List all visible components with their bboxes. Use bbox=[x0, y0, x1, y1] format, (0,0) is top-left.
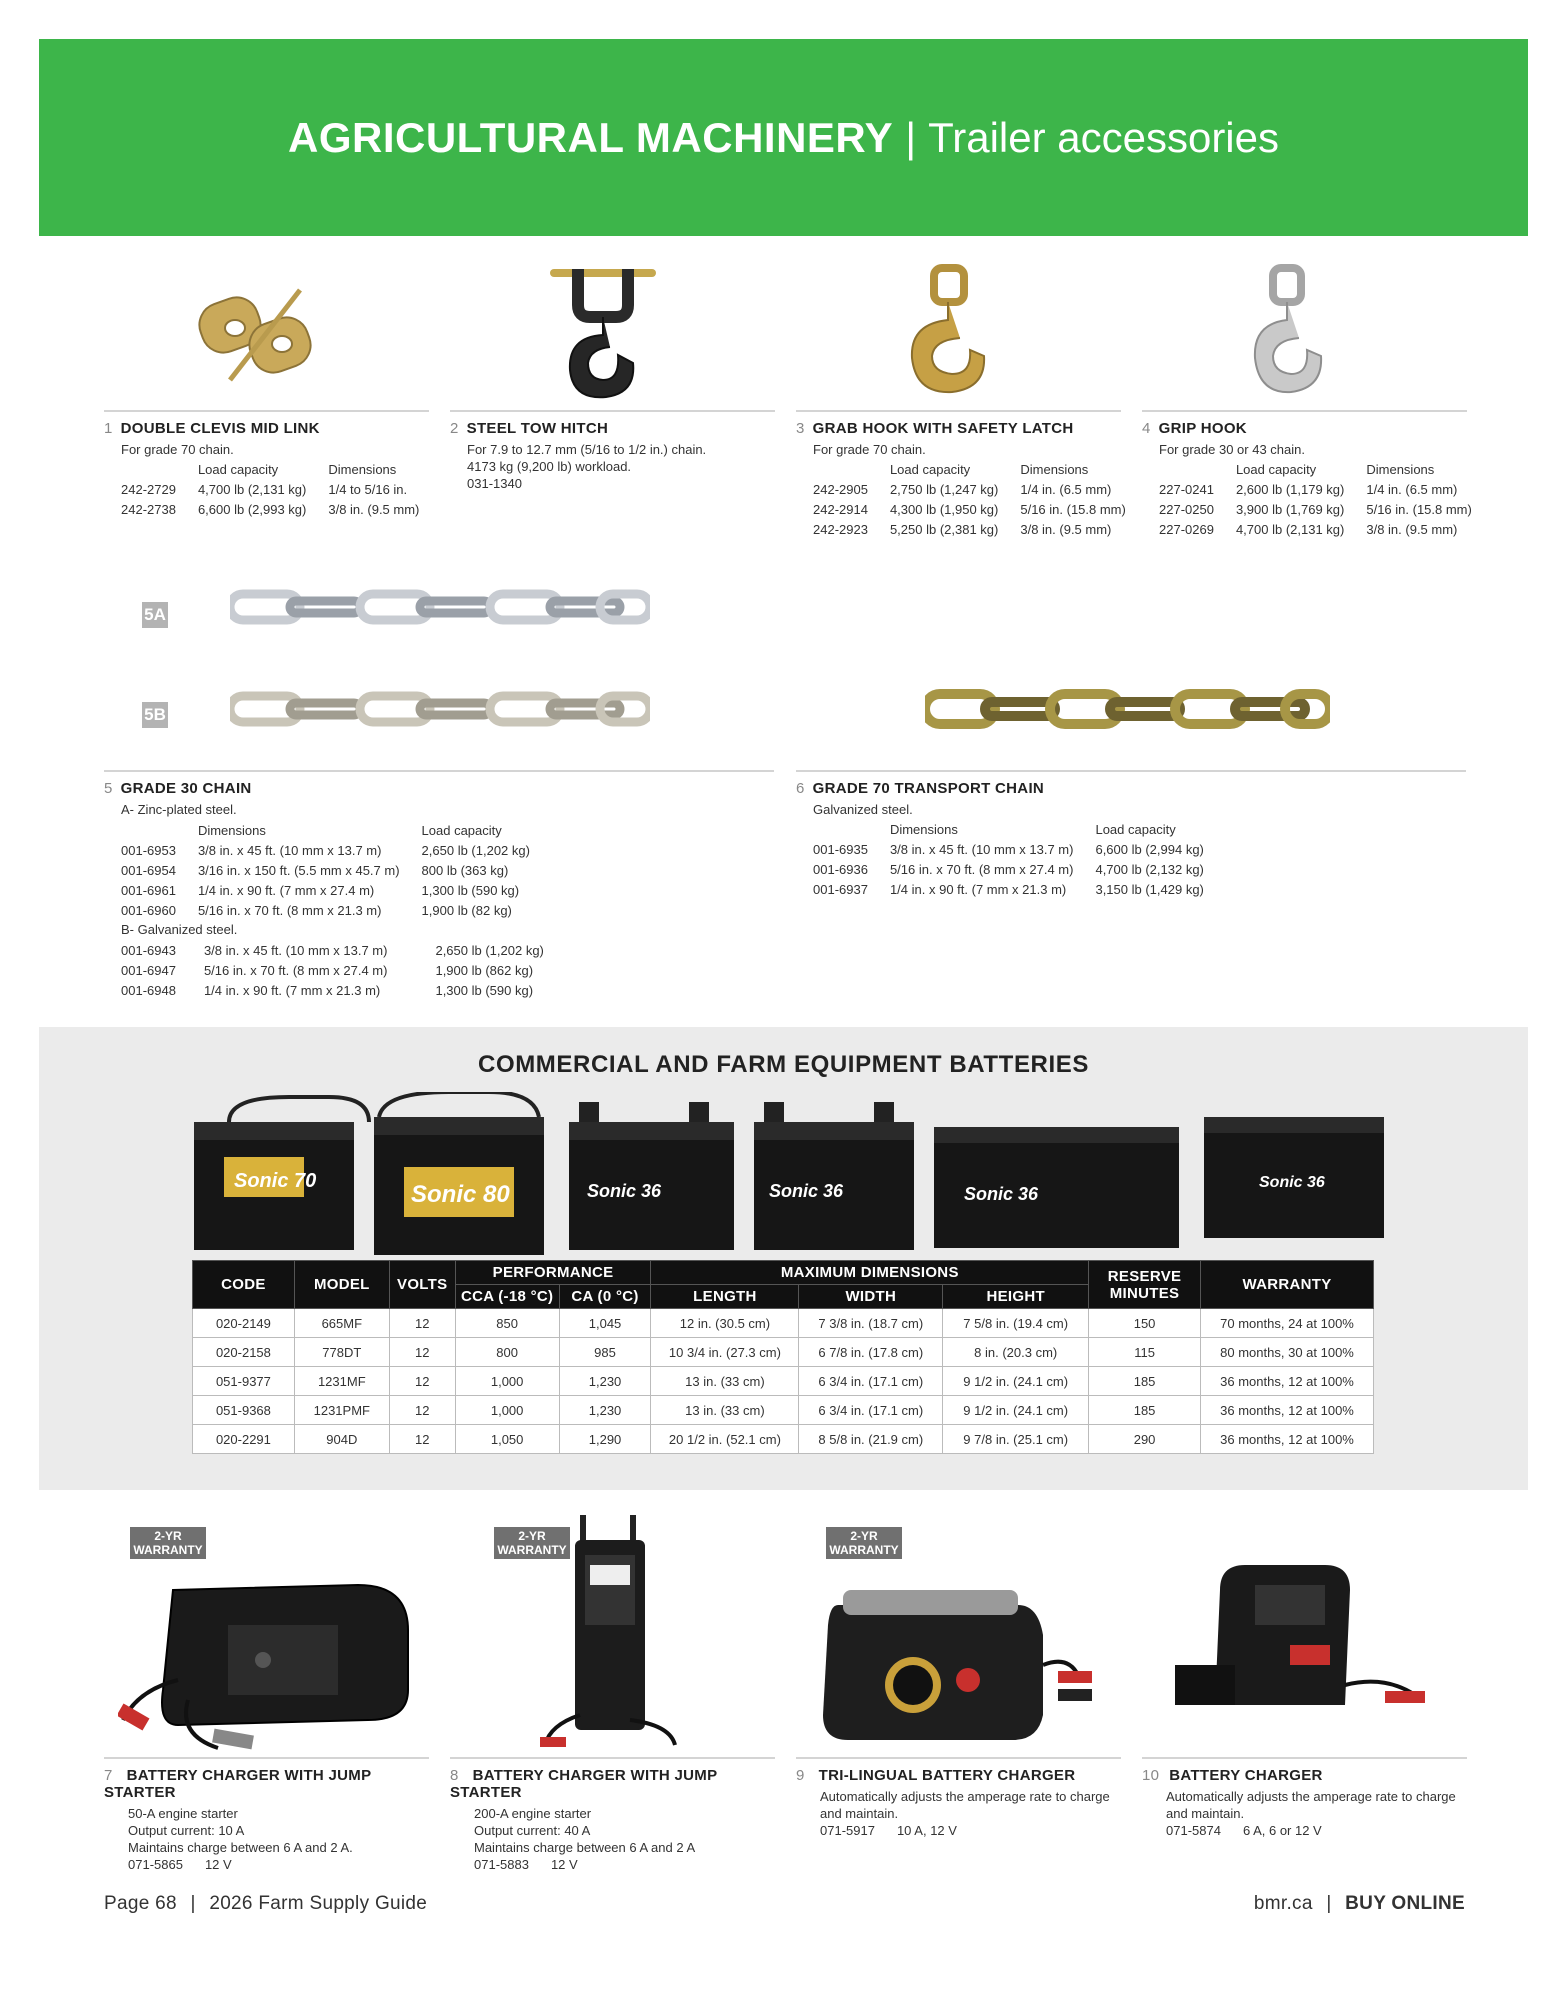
batteries-image-row bbox=[189, 1092, 1419, 1272]
table-row: 242-2923 5,250 lb (2,381 kg) 3/8 in. (9.5 mm) bbox=[813, 522, 1112, 537]
svg-text:Sonic 36: Sonic 36 bbox=[1259, 1174, 1325, 1191]
divider bbox=[796, 1757, 1121, 1759]
product-desc: Automatically adjusts the amperage rate to charge and maintain. 071-5917 10 A, 12 V bbox=[820, 1789, 1110, 1838]
warranty-badge: 2-YR WARRANTY bbox=[826, 1527, 902, 1559]
header-title-light: Trailer accessories bbox=[928, 113, 1279, 161]
grab-hook-image bbox=[900, 262, 1000, 402]
table-row: 020-2291 904D 12 1,050 1,290 20 1/2 in. (52.1 cm) 8 5/8 in. (21.9 cm) 9 7/8 in. (25.1 cm) 290 36 months, 12 at 100% bbox=[193, 1425, 1374, 1454]
header-title-bold: AGRICULTURAL MACHINERY bbox=[288, 113, 894, 161]
product-title: 4 GRIP HOOK bbox=[1142, 420, 1247, 437]
table-row: 001-6948 1/4 in. x 90 ft. (7 mm x 21.3 m) 1,300 lb (590 kg) bbox=[121, 983, 534, 998]
table-row: 001-6960 5/16 in. x 70 ft. (8 mm x 21.3 m) 1,900 lb (82 kg) bbox=[121, 903, 512, 918]
divider bbox=[1142, 1757, 1467, 1759]
product-number: 10 bbox=[1142, 1767, 1160, 1784]
charger-8-image bbox=[540, 1515, 680, 1755]
product-grab-hook bbox=[796, 410, 1126, 540]
svg-text:Sonic 70: Sonic 70 bbox=[234, 1170, 317, 1192]
batteries-panel bbox=[39, 1027, 1528, 1490]
page-number: Page 68 bbox=[104, 1893, 177, 1914]
product-charger-10 bbox=[1142, 1757, 1467, 1839]
col-max-dimensions: MAXIMUM DIMENSIONS bbox=[651, 1261, 1089, 1285]
product-title: 9 TRI-LINGUAL BATTERY CHARGER bbox=[796, 1767, 1076, 1784]
product-grip-hook bbox=[1142, 410, 1472, 540]
product-desc: For grade 70 chain. bbox=[813, 442, 926, 457]
charger-10-image bbox=[1165, 1555, 1435, 1740]
product-charger-8 bbox=[450, 1757, 775, 1873]
product-title: 10 BATTERY CHARGER bbox=[1142, 1767, 1323, 1784]
table-row: 001-6943 3/8 in. x 45 ft. (10 mm x 13.7 m) 2,650 lb (1,202 kg) bbox=[121, 943, 544, 958]
table-row: 227-0269 4,700 lb (2,131 kg) 3/8 in. (9.5 mm) bbox=[1159, 522, 1458, 537]
battery-sonic-36-image bbox=[754, 1102, 914, 1250]
col-warranty: WARRANTY bbox=[1201, 1261, 1374, 1309]
chain-tag-5b: 5B bbox=[142, 702, 168, 728]
svg-text:Sonic 80: Sonic 80 bbox=[411, 1181, 510, 1208]
spec-table bbox=[121, 941, 566, 1001]
table-row: 051-9377 1231MF 12 1,000 1,230 13 in. (33 cm) 6 3/4 in. (17.1 cm) 9 1/2 in. (24.1 cm) 185 36 months, 12 at 100% bbox=[193, 1367, 1374, 1396]
product-charger-9 bbox=[796, 1757, 1121, 1839]
table-row: 227-0250 3,900 lb (1,769 kg) 5/16 in. (15.8 mm) bbox=[1159, 502, 1472, 517]
col-model: MODEL bbox=[294, 1261, 389, 1309]
divider bbox=[450, 410, 775, 412]
product-title: 6 GRADE 70 TRANSPORT CHAIN bbox=[796, 780, 1045, 797]
product-number: 6 bbox=[796, 780, 805, 797]
product-desc: Automatically adjusts the amperage rate to charge and maintain. 071-5874 6 A, 6 or 12 V bbox=[1166, 1789, 1456, 1838]
col-ca: CA (0 °C) bbox=[559, 1285, 651, 1309]
product-number: 3 bbox=[796, 420, 805, 437]
warranty-badge: 2-YR WARRANTY bbox=[494, 1527, 570, 1559]
table-row: 001-6936 5/16 in. x 70 ft. (8 mm x 27.4 m) 4,700 lb (2,132 kg) bbox=[813, 862, 1204, 877]
divider bbox=[796, 410, 1121, 412]
divider bbox=[104, 770, 774, 772]
table-row: 001-6937 1/4 in. x 90 ft. (7 mm x 21.3 m) 3,150 lb (1,429 kg) bbox=[813, 882, 1204, 897]
col-height: HEIGHT bbox=[943, 1285, 1089, 1309]
battery-sonic-70-image bbox=[194, 1097, 369, 1250]
product-code: 071-5883 bbox=[474, 1857, 529, 1872]
spec-table: Dimensions Load capacity 001-6953 3/8 in. x 45 ft. (10 mm x 13.7 m) 2,650 lb (1,202 kg) 001-6954 3/16 in. x 150 ft. (5.5 mm x 45.7 m) 800 lb (363 kg) 001-6961 1/4 in. x 90 ft. (7 mm x 27.4 m) 1,300 lb (590 kg) 001-6960 5/16 in. x 70 ft. (8 mm x 21.3 m) 1,900 lb (82 kg) bbox=[121, 821, 552, 921]
battery-sonic-36-image bbox=[934, 1127, 1179, 1248]
product-steel-tow-hitch bbox=[450, 410, 775, 492]
product-number: 4 bbox=[1142, 420, 1151, 437]
product-desc: 200-A engine starter Output current: 40 A Maintains charge between 6 A and 2 A 071-5883 12 V bbox=[474, 1806, 696, 1872]
table-row: 001-6947 5/16 in. x 70 ft. (8 mm x 27.4 m) 1,900 lb (862 kg) bbox=[121, 963, 534, 978]
product-desc: For 7.9 to 12.7 mm (5/16 to 1/2 in.) chain. 4173 kg (9,200 lb) workload. 031-1340 bbox=[450, 441, 775, 492]
divider bbox=[450, 1757, 775, 1759]
table-row: 242-2914 4,300 lb (1,950 kg) 5/16 in. (15.8 mm) bbox=[813, 502, 1126, 517]
product-title: 2 STEEL TOW HITCH bbox=[450, 420, 609, 437]
product-subhead-a: A- Zinc-plated steel. bbox=[121, 802, 237, 817]
col-performance: PERFORMANCE bbox=[455, 1261, 651, 1285]
charger-7-image bbox=[118, 1570, 418, 1750]
product-subhead-b: B- Galvanized steel. bbox=[121, 922, 238, 937]
zinc-chain-image bbox=[230, 584, 650, 630]
table-row: 051-9368 1231PMF 12 1,000 1,230 13 in. (33 cm) 6 3/4 in. (17.1 cm) 9 1/2 in. (24.1 cm) 185 36 months, 12 at 100% bbox=[193, 1396, 1374, 1425]
batteries-title: COMMERCIAL AND FARM EQUIPMENT BATTERIES bbox=[478, 1051, 1089, 1078]
charger-9-image bbox=[818, 1575, 1098, 1745]
product-code: 071-5865 bbox=[128, 1857, 183, 1872]
table-row: 242-2729 4,700 lb (2,131 kg) 1/4 to 5/16 in. bbox=[121, 482, 408, 497]
product-desc: For grade 70 chain. bbox=[121, 442, 234, 457]
table-row: 001-6935 3/8 in. x 45 ft. (10 mm x 13.7 m) 6,600 lb (2,994 kg) bbox=[813, 842, 1204, 857]
spec-table: Load capacity Dimensions 242-2729 4,700 lb (2,131 kg) 1/4 to 5/16 in. 242-2738 6,600 lb (2,993 kg) 3/8 in. (9.5 mm) bbox=[121, 460, 441, 520]
col-volts: VOLTS bbox=[389, 1261, 455, 1309]
col-width: WIDTH bbox=[799, 1285, 943, 1309]
guide-title: 2026 Farm Supply Guide bbox=[209, 1893, 428, 1914]
transport-chain-image bbox=[925, 682, 1330, 736]
table-row: 242-2905 2,750 lb (1,247 kg) 1/4 in. (6.5 mm) bbox=[813, 482, 1112, 497]
divider bbox=[1142, 410, 1467, 412]
product-number: 9 bbox=[796, 1767, 805, 1784]
steel-tow-hitch-image bbox=[548, 245, 658, 405]
chain-tag-5a: 5A bbox=[142, 602, 168, 628]
product-code: 071-5874 bbox=[1166, 1823, 1221, 1838]
site-link[interactable]: bmr.ca bbox=[1253, 1893, 1313, 1914]
warranty-badge: 2-YR WARRANTY bbox=[130, 1527, 206, 1559]
buy-online-link[interactable]: BUY ONLINE bbox=[1345, 1893, 1465, 1914]
footer-left: Page 68 | 2026 Farm Supply Guide bbox=[104, 1893, 428, 1914]
product-number: 8 bbox=[450, 1767, 459, 1784]
double-clevis-mid-link-image bbox=[190, 270, 330, 400]
table-row: 001-6961 1/4 in. x 90 ft. (7 mm x 27.4 m) 1,300 lb (590 kg) bbox=[121, 883, 520, 898]
product-number: 2 bbox=[450, 420, 459, 437]
product-number: 1 bbox=[104, 420, 113, 437]
product-title: 5 GRADE 30 CHAIN bbox=[104, 780, 252, 797]
footer-right: bmr.ca | BUY ONLINE bbox=[1253, 1893, 1465, 1914]
divider bbox=[104, 1757, 429, 1759]
svg-text:Sonic 36: Sonic 36 bbox=[769, 1181, 844, 1201]
product-code: 071-5917 bbox=[820, 1823, 875, 1838]
table-row: 001-6954 3/16 in. x 150 ft. (5.5 mm x 45.7 m) 800 lb (363 kg) bbox=[121, 863, 509, 878]
col-reserve: RESERVE MINUTES bbox=[1089, 1261, 1201, 1309]
product-number: 7 bbox=[104, 1767, 113, 1784]
grip-hook-image bbox=[1245, 262, 1335, 402]
table-row: 242-2738 6,600 lb (2,993 kg) 3/8 in. (9.5 mm) bbox=[121, 502, 420, 517]
divider bbox=[796, 770, 1466, 772]
product-desc: Galvanized steel. bbox=[813, 802, 913, 817]
product-code: 031-1340 bbox=[467, 476, 522, 491]
galvanized-chain-image bbox=[230, 686, 650, 732]
table-row: 227-0241 2,600 lb (1,179 kg) 1/4 in. (6.5 mm) bbox=[1159, 482, 1458, 497]
table-row: 001-6953 3/8 in. x 45 ft. (10 mm x 13.7 m) 2,650 lb (1,202 kg) bbox=[121, 843, 530, 858]
product-number: 5 bbox=[104, 780, 113, 797]
spec-table: Load capacity Dimensions 227-0241 2,600 lb (1,179 kg) 1/4 in. (6.5 mm) 227-0250 3,900 lb (1,769 kg) 5/16 in. (15.8 mm) 227-0269 4,700 lb (2,131 kg) 3/8 in. (9.5 mm) bbox=[1159, 460, 1494, 540]
table-row: 020-2158 778DT 12 800 985 10 3/4 in. (27.3 cm) 6 7/8 in. (17.8 cm) 8 in. (20.3 cm) 115 80 months, 30 at 100% bbox=[193, 1338, 1374, 1367]
spec-table: Load capacity Dimensions 242-2905 2,750 lb (1,247 kg) 1/4 in. (6.5 mm) 242-2914 4,300 lb (1,950 kg) 5/16 in. (15.8 mm) 242-2923 5,250 lb (2,381 kg) 3/8 in. (9.5 mm) bbox=[813, 460, 1148, 540]
product-charger-7 bbox=[104, 1757, 429, 1873]
table-row: 020-2149 665MF 12 850 1,045 12 in. (30.5 cm) 7 3/8 in. (18.7 cm) 7 5/8 in. (19.4 cm) 150 70 months, 24 at 100% bbox=[193, 1309, 1374, 1338]
svg-text:Sonic 36: Sonic 36 bbox=[587, 1181, 662, 1201]
product-double-clevis bbox=[104, 410, 429, 520]
battery-sonic-36-image bbox=[1204, 1117, 1384, 1238]
spec-table: Dimensions Load capacity 001-6935 3/8 in. x 45 ft. (10 mm x 13.7 m) 6,600 lb (2,994 kg) 001-6936 5/16 in. x 70 ft. (8 mm x 27.4 m) 4,700 lb (2,132 kg) 001-6937 1/4 in. x 90 ft. (7 mm x 21.3 m) 3,150 lb (1,429 kg) bbox=[813, 820, 1226, 900]
product-grade-70-chain bbox=[796, 770, 1466, 900]
batteries-table bbox=[192, 1260, 1374, 1454]
col-cca: CCA (-18 °C) bbox=[455, 1285, 559, 1309]
product-title: 7 BATTERY CHARGER WITH JUMP STARTER bbox=[104, 1767, 372, 1801]
header-separator: | bbox=[905, 113, 917, 161]
svg-text:Sonic 36: Sonic 36 bbox=[964, 1184, 1039, 1204]
col-code: CODE bbox=[193, 1261, 295, 1309]
col-length: LENGTH bbox=[651, 1285, 799, 1309]
product-desc: 50-A engine starter Output current: 10 A Maintains charge between 6 A and 2 A. 071-5865 12 V bbox=[128, 1806, 353, 1872]
product-title: 3 GRAB HOOK WITH SAFETY LATCH bbox=[796, 420, 1074, 437]
divider bbox=[104, 410, 429, 412]
page-header bbox=[39, 39, 1528, 236]
product-grade-30-chain bbox=[104, 770, 774, 1001]
product-title: 1 DOUBLE CLEVIS MID LINK bbox=[104, 420, 320, 437]
product-title: 8 BATTERY CHARGER WITH JUMP STARTER bbox=[450, 1767, 718, 1801]
product-desc: For grade 30 or 43 chain. bbox=[1159, 442, 1305, 457]
battery-sonic-80-image bbox=[374, 1092, 544, 1255]
battery-sonic-36-image bbox=[569, 1102, 734, 1250]
